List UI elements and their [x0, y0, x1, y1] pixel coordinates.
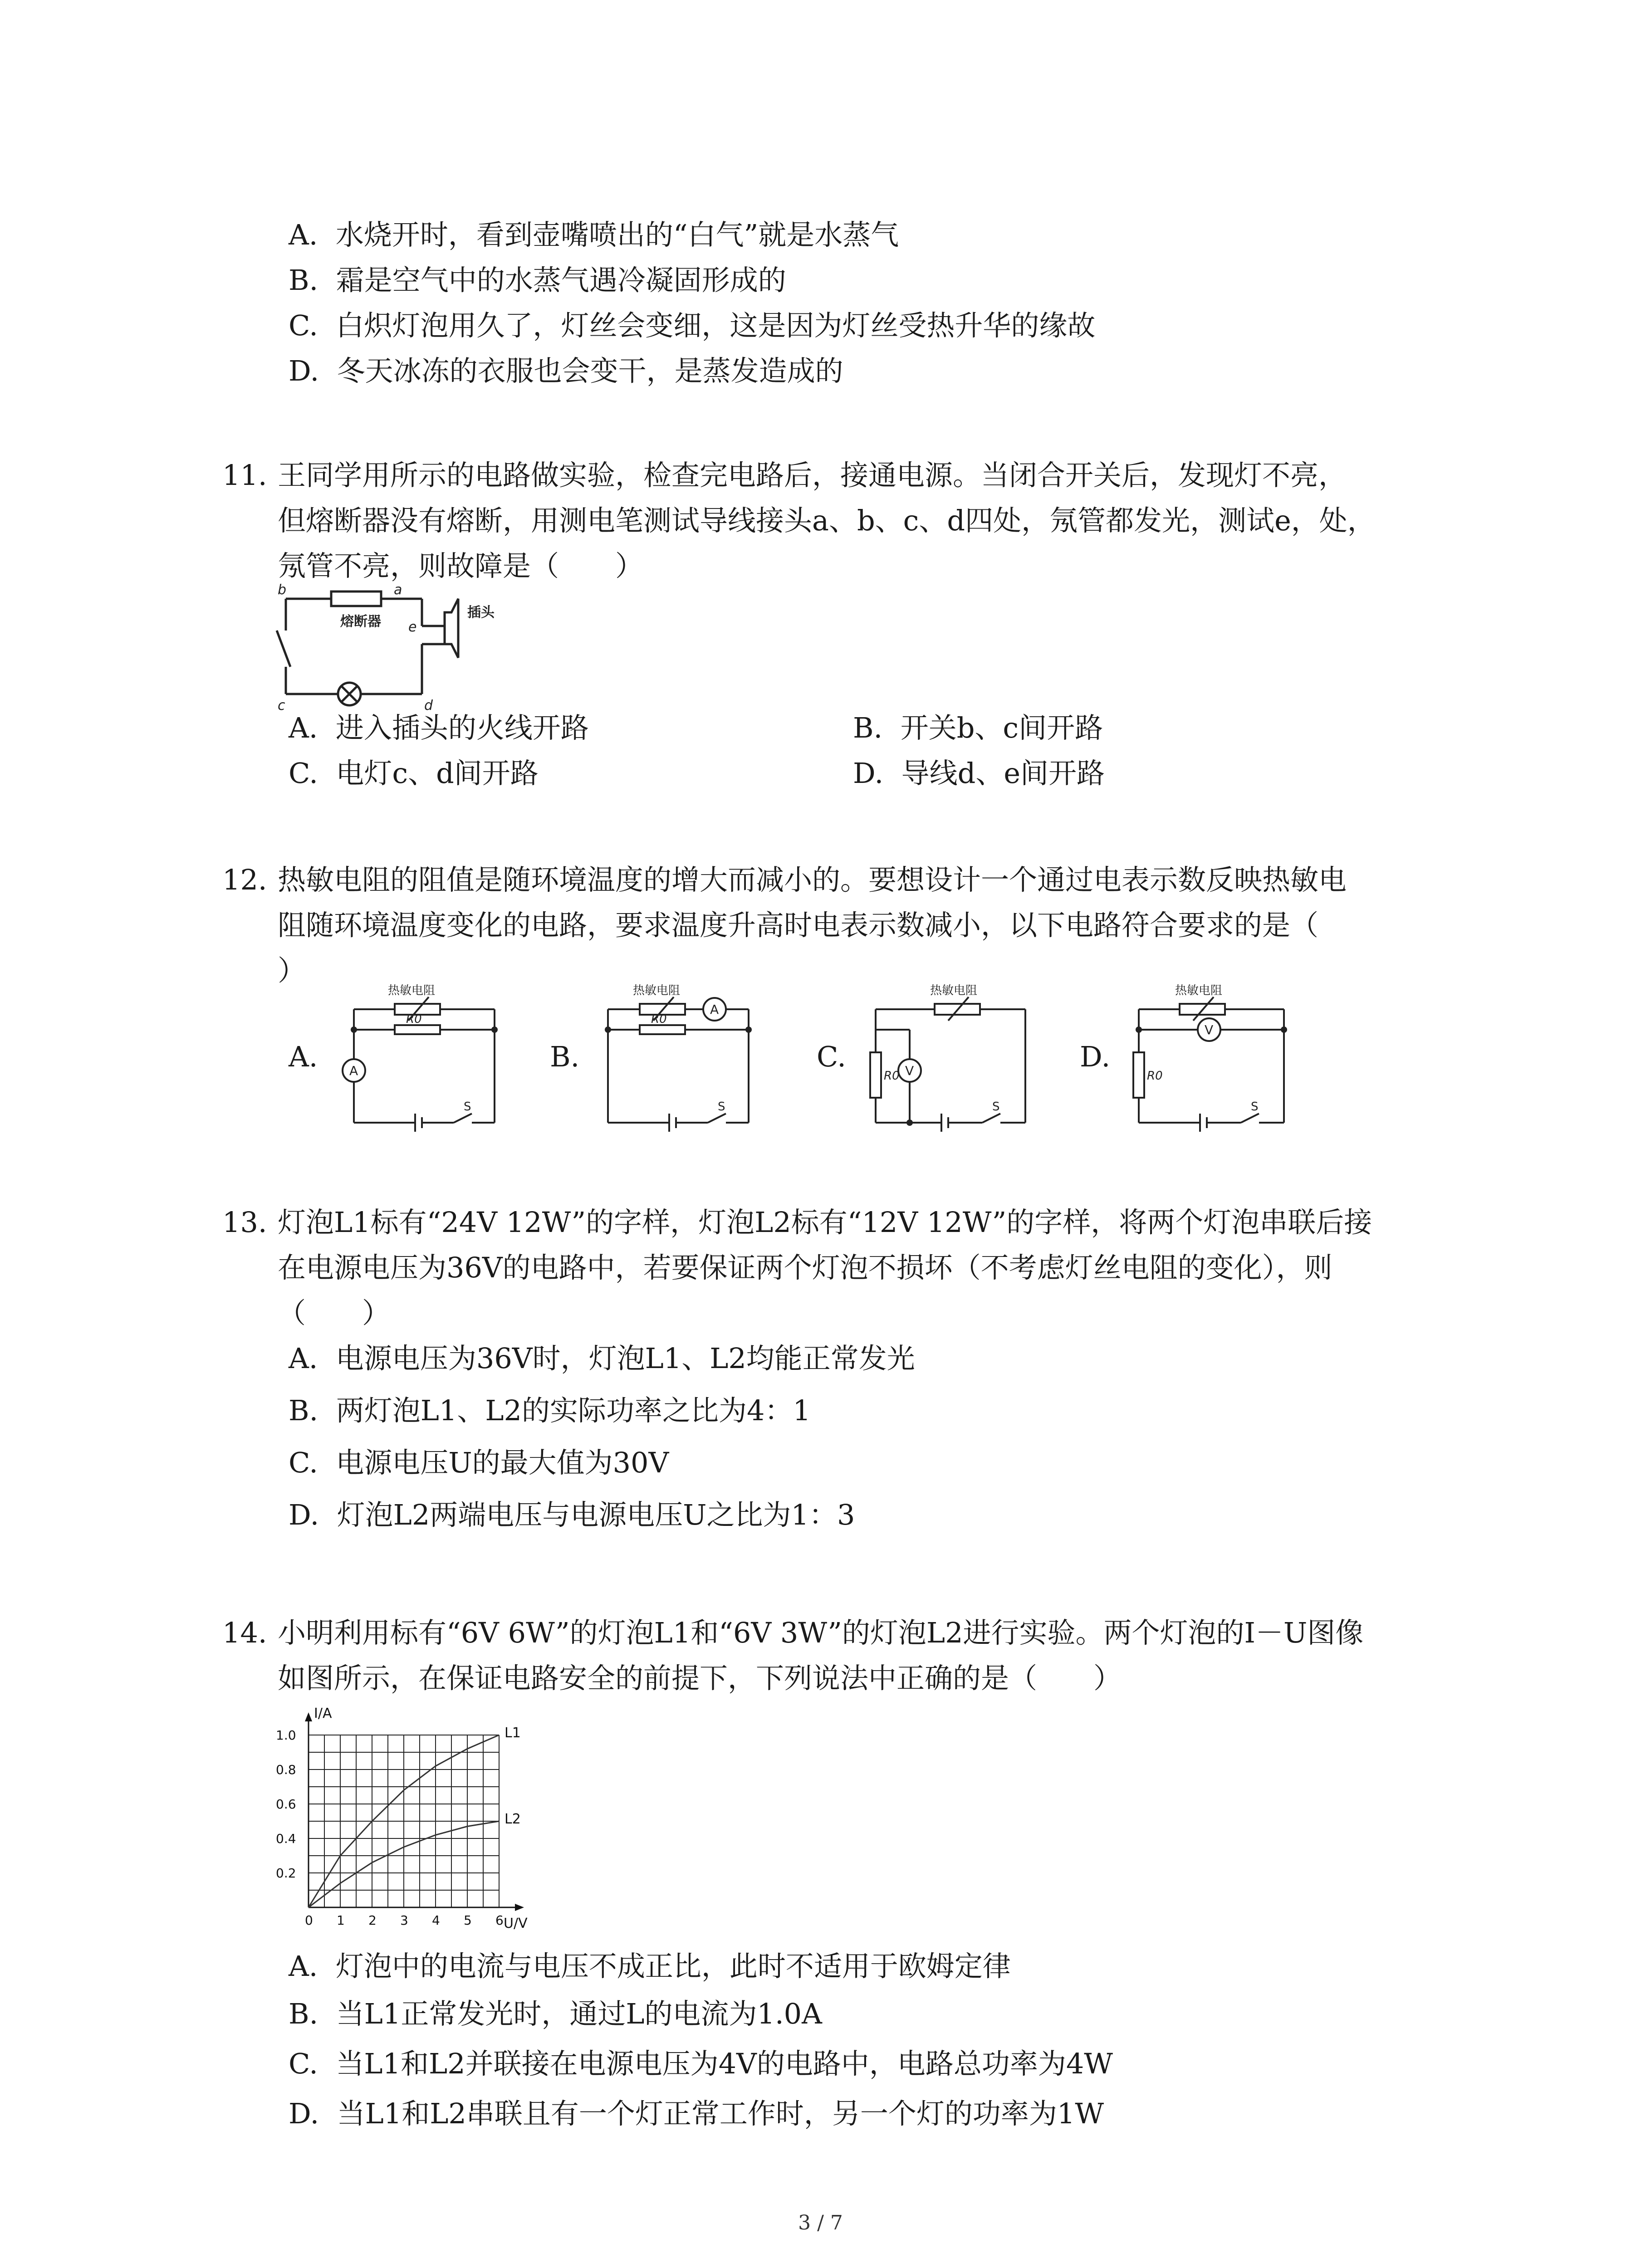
y-tick-label: 0.2: [276, 1866, 296, 1881]
q13-text-line2: 在电源电压为36V的电路中，若要保证两个灯泡不损坏（不考虑灯丝电阻的变化），则: [278, 1251, 1332, 1284]
series-label-l2: L2: [505, 1811, 521, 1827]
y-axis-label: I/A: [314, 1706, 332, 1721]
q11-point-a: a: [394, 582, 402, 598]
x-tick-label: 2: [368, 1913, 377, 1928]
q13-option-d: D. 灯泡L2两端电压与电源电压U之比为1：3: [289, 1498, 855, 1531]
q14-option-a: A. 灯泡中的电流与电压不成正比，此时不适用于欧姆定律: [289, 1950, 1011, 1983]
series-label-l1: L1: [505, 1725, 521, 1741]
x-tick-label: 0: [305, 1913, 313, 1928]
q12-circuit-c: [857, 984, 1048, 1145]
q13-text-line1: 灯泡L1标有“24V 12W”的字样，灯泡L2标有“12V 12W”的字样，将两个灯泡串联后接: [278, 1206, 1372, 1239]
x-tick-label: 3: [400, 1913, 408, 1928]
svg-text:R0: R0: [884, 1069, 900, 1083]
q12-circuit-b: [590, 984, 771, 1145]
q14-option-d: D. 当L1和L2串联且有一个灯正常工作时，另一个灯的功率为1W: [289, 2097, 1104, 2130]
svg-text:S: S: [1251, 1100, 1259, 1114]
svg-text:热敏电阻: 热敏电阻: [930, 984, 978, 997]
y-tick-label: 0.6: [276, 1797, 296, 1812]
q13-option-a: A. 电源电压为36V时，灯泡L1、L2均能正常发光: [289, 1342, 915, 1375]
q14-option-b: B. 当L1正常发光时，通过L的电流为1.0A: [289, 1997, 822, 2030]
q14-option-c: C. 当L1和L2并联接在电源电压为4V的电路中，电路总功率为4W: [289, 2047, 1113, 2080]
q11-point-c: c: [278, 698, 285, 712]
y-axis-arrow: [305, 1712, 312, 1721]
svg-text:R0: R0: [1147, 1069, 1163, 1083]
q12-circuit-a-letter: A.: [289, 1040, 318, 1073]
q12-circuit-d-letter: D.: [1080, 1040, 1111, 1073]
svg-text:热敏电阻: 热敏电阻: [388, 984, 436, 997]
svg-text:R0: R0: [406, 1012, 422, 1026]
svg-text:热敏电阻: 热敏电阻: [633, 984, 681, 997]
q11-text-line1: 王同学用所示的电路做实验，检查完电路后，接通电源。当闭合开关后，发现灯不亮，: [278, 459, 1347, 492]
q14-text-line1: 小明利用标有“6V 6W”的灯泡L1和“6V 3W”的灯泡L2进行实验。两个灯泡的I－U图像: [278, 1616, 1364, 1649]
prev-option-d: D. 冬天冰冻的衣服也会变干，是蒸发造成的: [289, 354, 843, 387]
svg-text:S: S: [992, 1100, 1000, 1114]
x-tick-label: 6: [495, 1913, 504, 1928]
q11-circuit-figure: [272, 581, 554, 714]
y-tick-label: 0.8: [276, 1762, 296, 1777]
q14-iu-chart: [268, 1703, 549, 1941]
q13-option-b: B. 两灯泡L1、L2的实际功率之比为4：1: [289, 1394, 811, 1427]
y-tick-label: 0.4: [276, 1831, 296, 1846]
svg-text:热敏电阻: 热敏电阻: [1175, 984, 1223, 997]
q14-number: 14.: [222, 1616, 267, 1649]
q12-circuit-c-letter: C.: [817, 1040, 846, 1073]
svg-text:V: V: [1205, 1022, 1214, 1037]
q12-text-line3: ）: [278, 954, 306, 987]
q11-point-e: e: [408, 619, 417, 635]
svg-text:S: S: [718, 1100, 725, 1114]
q13-option-c: C. 电源电压U的最大值为30V: [289, 1446, 669, 1479]
chart-grid: [309, 1735, 499, 1907]
prev-option-b: B. 霜是空气中的水蒸气遇冷凝固形成的: [289, 264, 786, 297]
q12-number: 12.: [222, 863, 267, 896]
prev-option-c: C. 白炽灯泡用久了，灯丝会变细，这是因为灯丝受热升华的缘故: [289, 309, 1096, 342]
q11-plug-label: 插头: [467, 605, 495, 621]
x-axis-label: U/V: [504, 1916, 528, 1931]
q12-text-line2: 阻随环境温度变化的电路，要求温度升高时电表示数减小，以下电路符合要求的是（: [278, 909, 1319, 942]
svg-text:S: S: [464, 1100, 471, 1114]
x-tick-label: 1: [337, 1913, 345, 1928]
y-tick-label: 1.0: [276, 1728, 296, 1743]
q14-text-line2: 如图所示，在保证电路安全的前提下，下列说法中正确的是（ ）: [278, 1662, 1122, 1695]
page-number: 3 / 7: [798, 2211, 843, 2234]
q13-text-line3: （ ）: [278, 1296, 391, 1330]
chart-axes: [305, 1712, 524, 1911]
q12-circuit-b-letter: B.: [550, 1040, 580, 1073]
svg-text:A: A: [349, 1063, 358, 1078]
q12-text-line1: 热敏电阻的阻值是随环境温度的增大而减小的。要想设计一个通过电表示数反映热敏电: [278, 863, 1347, 896]
q11-option-d: D. 导线d、e间开路: [853, 757, 1105, 790]
q13-number: 13.: [222, 1206, 267, 1239]
q11-number: 11.: [222, 459, 267, 492]
svg-text:R0: R0: [651, 1012, 667, 1026]
q12-circuit-d: [1121, 984, 1311, 1145]
q11-text-line2: 但熔断器没有熔断，用测电笔测试导线接头a、b、c、d四处，氖管都发光，测试e，处，: [278, 504, 1376, 537]
svg-text:A: A: [710, 1002, 719, 1017]
prev-option-a: A. 水烧开时，看到壶嘴喷出的“白气”就是水蒸气: [289, 218, 899, 251]
x-tick-label: 5: [464, 1913, 472, 1928]
q11-point-b: b: [278, 582, 287, 598]
q11-option-b: B. 开关b、c间开路: [853, 711, 1103, 744]
x-axis-arrow: [515, 1904, 524, 1911]
q11-point-d: d: [424, 698, 433, 712]
q11-text-line3: 氖管不亮，则故障是（ ）: [278, 549, 644, 582]
q12-circuit-a: [331, 984, 513, 1145]
q11-fuse-label: 熔断器: [340, 614, 381, 630]
q11-option-c: C. 电灯c、d间开路: [289, 757, 539, 790]
q11-option-a: A. 进入插头的火线开路: [289, 711, 589, 744]
x-tick-label: 4: [432, 1913, 440, 1928]
svg-text:V: V: [905, 1063, 914, 1078]
